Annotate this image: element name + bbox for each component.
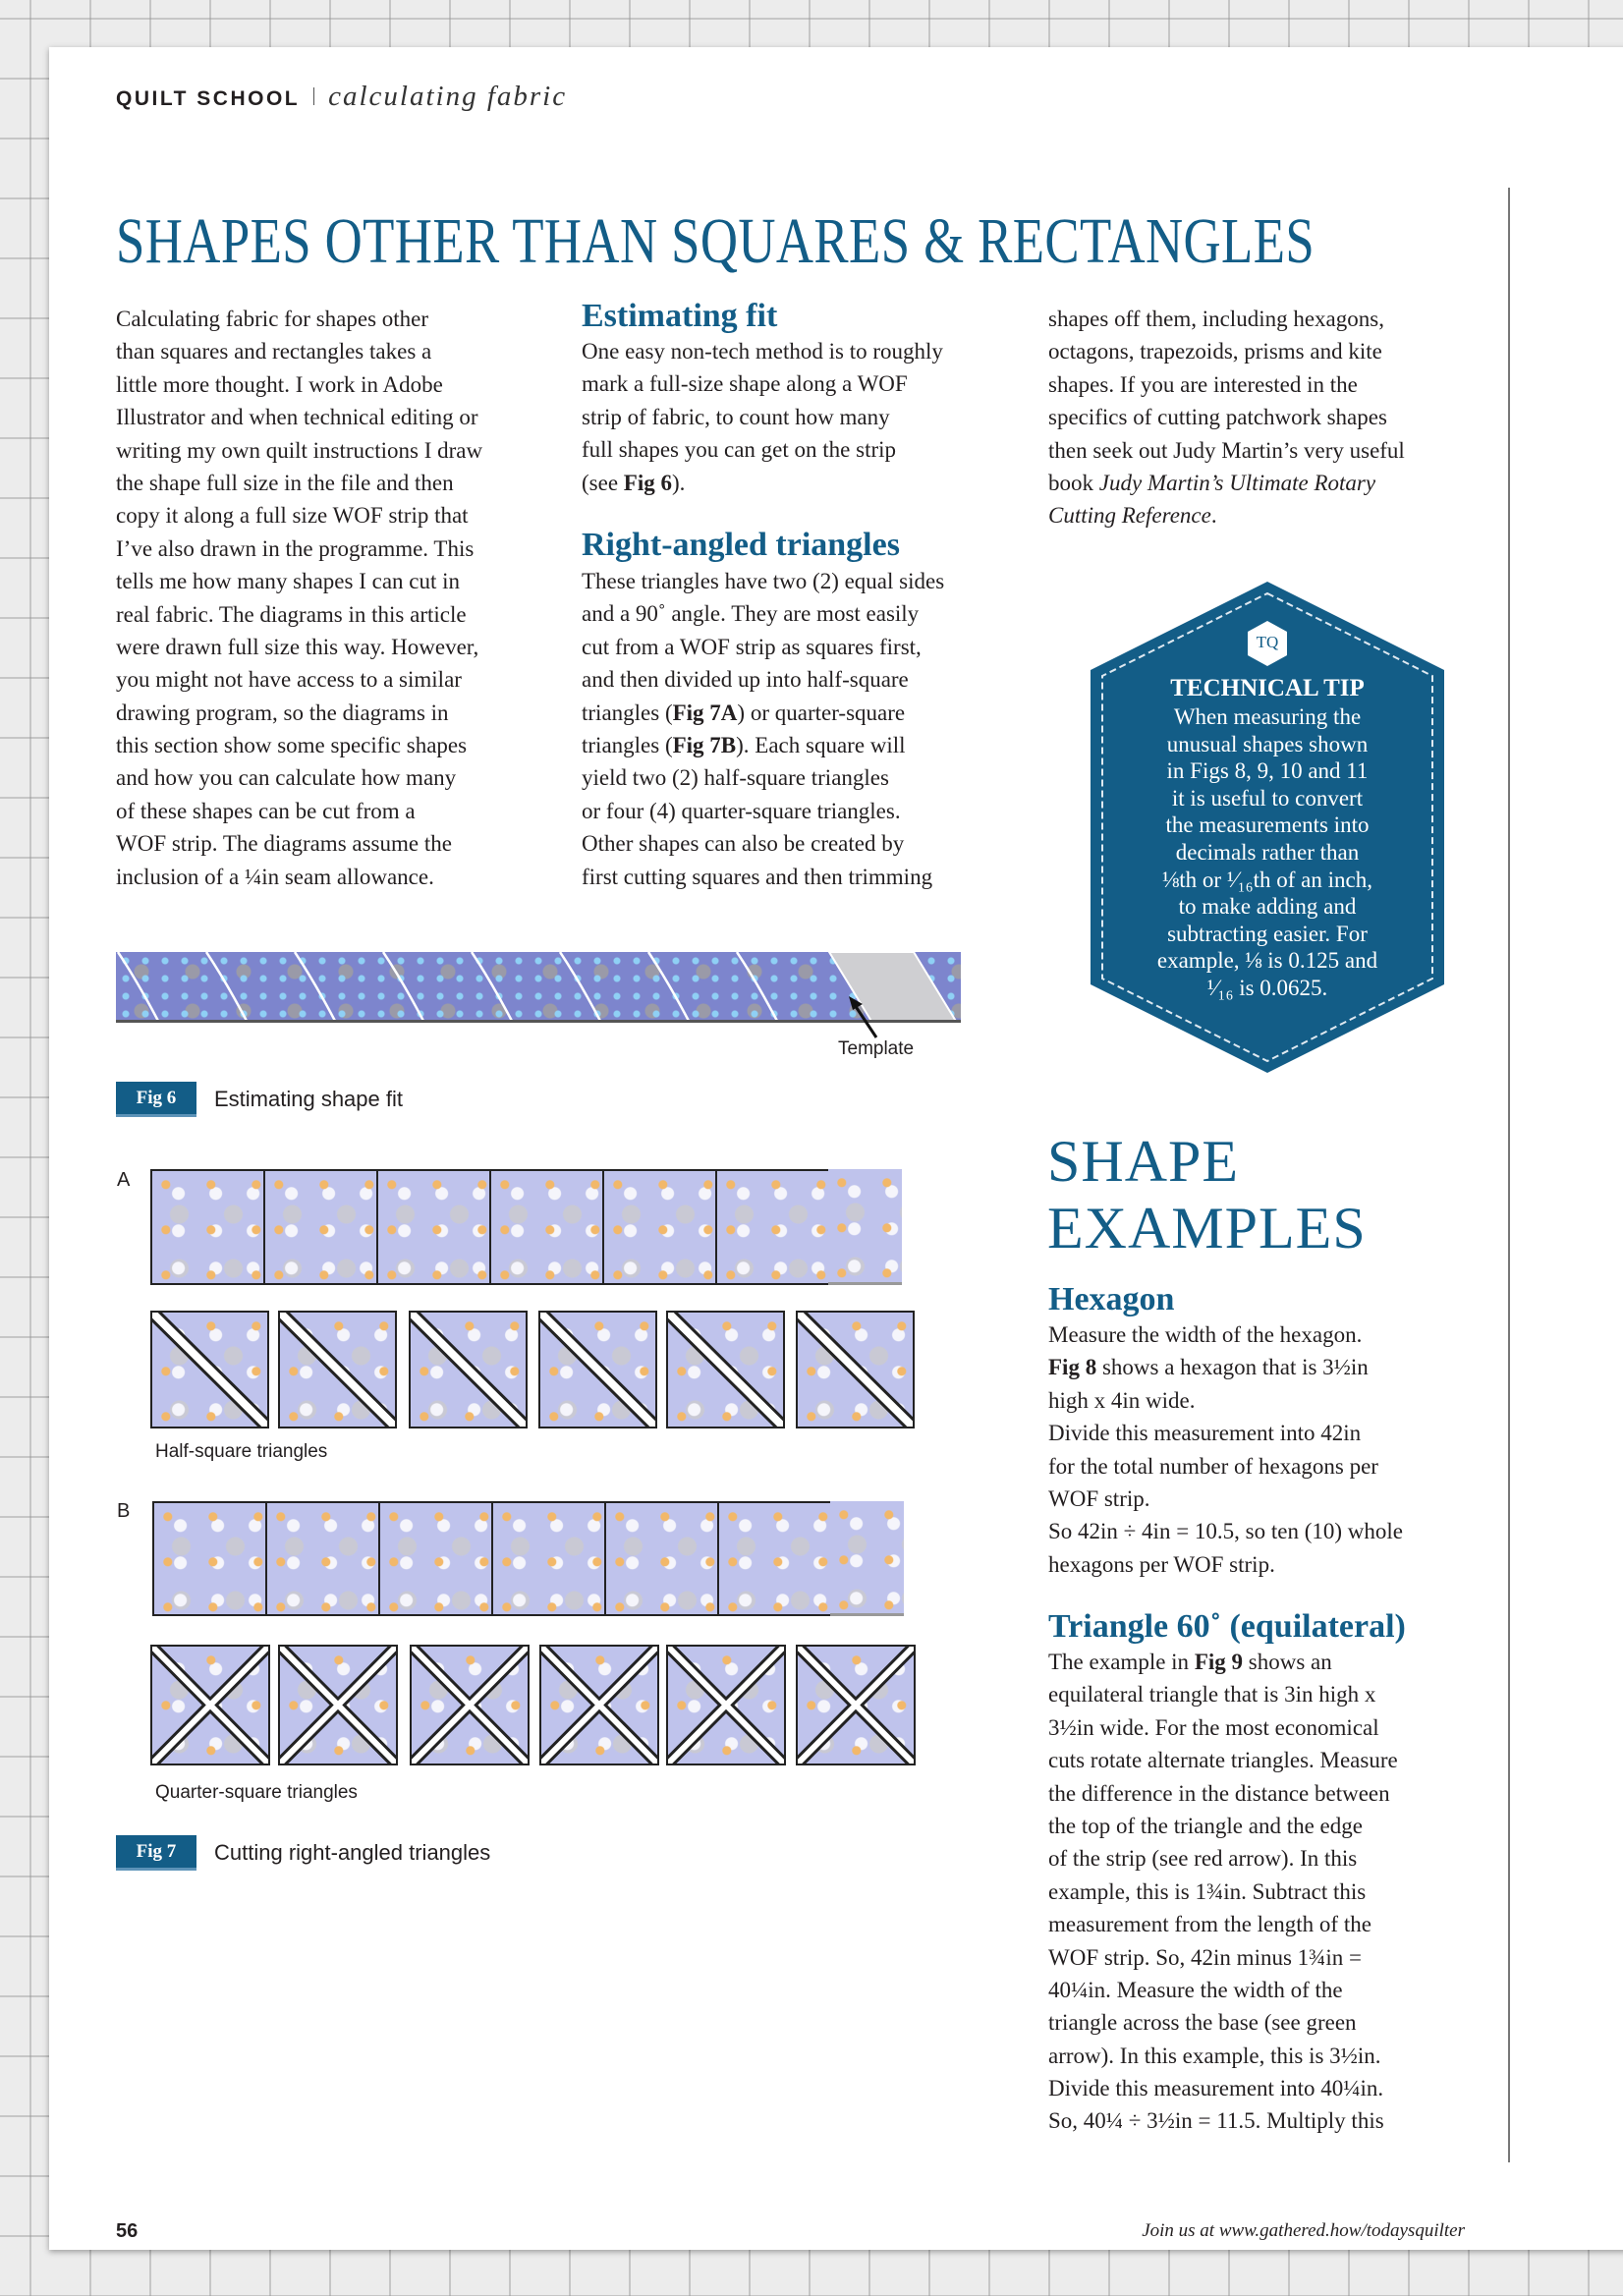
half-square-triangle-pair <box>409 1311 528 1428</box>
text-run: WOF strip. <box>1048 1485 1150 1511</box>
text-line <box>1048 2104 1398 2137</box>
text-run: Measure the width of the hexagon. <box>1048 1322 1363 1347</box>
half-square-triangle-pair <box>796 1311 915 1428</box>
text-line <box>116 631 482 663</box>
fabric-square <box>717 1501 832 1616</box>
text-run: These triangles have two (2) equal sides <box>582 569 945 593</box>
half-square-triangle-pair <box>538 1311 657 1428</box>
text-line <box>582 335 943 367</box>
text-run: cuts rotate alternate triangles. Measure <box>1048 1748 1398 1773</box>
text-line <box>582 827 944 860</box>
fig7-caption-text: Cutting right-angled triangles <box>214 1840 491 1865</box>
text-line <box>116 861 482 893</box>
text-line <box>1048 1646 1398 1678</box>
text-line <box>116 565 482 597</box>
cut-line <box>560 952 601 1023</box>
quarter-square-label: Quarter-square triangles <box>155 1782 358 1803</box>
topic-label: calculating fabric <box>328 81 568 112</box>
text-run: 3½in wide. For the most economical <box>1048 1714 1379 1740</box>
footer-url[interactable]: Join us at www.gathered.how/todaysquilter <box>1142 2220 1465 2241</box>
shape-examples-title-2: EXAMPLES <box>1047 1196 1367 1260</box>
cut-line <box>295 952 336 1023</box>
text-run: first cutting squares and then trimming <box>582 864 933 889</box>
tq-logo-text: TQ <box>1256 633 1279 651</box>
text-run: measurement from the length of the <box>1048 1912 1371 1937</box>
text-line <box>1048 1483 1403 1515</box>
heading-estimating-fit: Estimating fit <box>582 298 778 334</box>
quarter-square-triangle-set <box>278 1645 398 1765</box>
text-line <box>1048 335 1405 367</box>
text-run: Illustrator and when technical editing or <box>116 405 478 430</box>
text-run: the measurements into <box>1165 812 1370 838</box>
text-run: arrow). In this example, this is 3½in. <box>1048 2043 1381 2068</box>
diagonal-cut-icon <box>796 1311 915 1428</box>
half-square-triangle-pair <box>150 1311 269 1428</box>
text-run: decimals rather than <box>1175 839 1360 865</box>
fig7b-square-strip <box>152 1501 904 1616</box>
text-run: writing my own quilt instructions I draw <box>116 437 483 463</box>
text-run: shapes off them, including hexagons, <box>1048 307 1384 331</box>
text-run: I’ve also drawn in the programme. This <box>116 535 475 561</box>
text-line <box>1091 703 1444 731</box>
fig6-caption <box>116 1082 403 1117</box>
text-line <box>1091 812 1444 839</box>
cut-line <box>737 952 778 1023</box>
text-line <box>116 303 482 335</box>
fabric-square <box>489 1169 604 1285</box>
text-line <box>1091 893 1444 921</box>
cross-cut-icon <box>666 1645 786 1765</box>
text-run: of the strip (see red arrow). In this <box>1048 1846 1358 1872</box>
text-line <box>1048 467 1405 499</box>
text-run: tells me how many shapes I can cut in <box>116 569 461 594</box>
text-line <box>1048 1711 1398 1744</box>
text-run: yield two (2) half-square triangles <box>582 765 889 791</box>
text-line <box>116 827 482 860</box>
text-run: When measuring the <box>1173 704 1362 729</box>
text-line <box>1048 1417 1403 1449</box>
text-run: example, ⅛ is 0.125 and <box>1156 948 1378 974</box>
text-line <box>116 532 482 565</box>
text-run: ⅛th or ¹⁄₁₆th of an inch, <box>1162 867 1372 892</box>
text-line <box>1048 1842 1398 1875</box>
text-run: high x 4in wide. <box>1048 1387 1196 1413</box>
quarter-square-triangle-set <box>410 1645 530 1765</box>
text-run: book <box>1048 470 1099 495</box>
quarter-square-triangle-set <box>150 1645 270 1765</box>
text-run: So, 40¼ ÷ 3½in = 11.5. Multiply this <box>1048 2108 1384 2134</box>
quarter-square-triangle-set <box>796 1645 916 1765</box>
text-line <box>1091 731 1444 758</box>
fabric-square <box>491 1501 606 1616</box>
text-line <box>582 697 944 729</box>
fig6-cut-lines <box>116 952 961 1023</box>
text-line <box>1048 434 1405 467</box>
fabric-strip-remainder <box>830 1501 904 1616</box>
right-angled-paragraph <box>582 565 944 893</box>
text-run: than squares and rectangles takes a <box>116 339 432 364</box>
fig6-fabric-strip <box>116 952 961 1023</box>
text-line <box>1048 1777 1398 1810</box>
template-arrow-icon <box>845 992 884 1041</box>
text-line <box>582 663 944 696</box>
text-run: example, this is 1¾in. Subtract this <box>1048 1878 1367 1904</box>
diagonal-cut-icon <box>538 1311 657 1428</box>
text-line <box>582 729 944 761</box>
cut-line <box>648 952 690 1023</box>
text-line <box>1048 1744 1398 1776</box>
text-run: specifics of cutting patchwork shapes <box>1048 405 1387 430</box>
text-line <box>582 367 943 400</box>
fabric-square <box>715 1169 830 1285</box>
text-run: Divide this measurement into 42in <box>1048 1421 1362 1446</box>
text-run: of these shapes can be cut from a <box>116 798 416 823</box>
text-line <box>1048 1678 1398 1710</box>
text-line <box>1048 401 1405 433</box>
text-run: 40¼in. Measure the width of the <box>1048 1977 1343 2002</box>
text-line <box>1048 499 1405 532</box>
text-run: . <box>1210 503 1217 529</box>
text-line <box>1048 2006 1398 2039</box>
text-line <box>1048 1908 1398 1940</box>
text-line <box>116 697 482 729</box>
text-line <box>116 761 482 794</box>
text-line <box>1048 1515 1403 1547</box>
text-line <box>582 565 944 597</box>
text-run: cut from a WOF strip as squares first, <box>582 634 922 659</box>
fabric-square <box>604 1501 719 1616</box>
text-run: ¹⁄₁₆ is 0.0625. <box>1206 975 1328 1000</box>
technical-tip-box <box>1091 582 1444 1073</box>
heading-right-angled-triangles: Right-angled triangles <box>582 527 900 563</box>
fig7b-label: B <box>117 1500 131 1522</box>
fabric-strip-remainder <box>828 1169 902 1285</box>
text-line <box>1091 785 1444 812</box>
text-run: subtracting easier. For <box>1167 921 1368 946</box>
text-line <box>582 433 943 466</box>
text-run: real fabric. The diagrams in this article <box>116 601 467 627</box>
diagonal-cut-icon <box>409 1311 528 1428</box>
cross-cut-icon <box>278 1645 398 1765</box>
text-line <box>582 467 943 499</box>
text-run: then seek out Judy Martin’s very useful <box>1048 437 1405 463</box>
text-line <box>1091 757 1444 785</box>
continued-paragraph <box>1048 303 1405 532</box>
template-label: Template <box>838 1038 915 1059</box>
text-line <box>1048 1941 1398 1974</box>
figure-reference: Fig 7B <box>672 732 737 757</box>
fabric-square <box>378 1501 493 1616</box>
text-run: for the total number of hexagons per <box>1048 1453 1378 1479</box>
text-line <box>1091 947 1444 975</box>
text-run: shapes. If you are interested in the <box>1048 371 1358 397</box>
text-run: you might not have access to a similar <box>116 667 462 693</box>
half-square-triangles-row <box>150 1311 917 1428</box>
text-line <box>582 861 944 893</box>
text-run: octagons, trapezoids, prisms and kite <box>1048 339 1382 364</box>
quarter-square-triangle-set <box>666 1645 786 1765</box>
text-line <box>1048 1974 1398 2006</box>
text-line <box>116 795 482 827</box>
text-run: WOF strip. So, 42in minus 1¾in = <box>1048 1944 1363 1970</box>
cross-cut-icon <box>410 1645 530 1765</box>
text-line <box>1048 1384 1403 1417</box>
text-line <box>1048 2040 1398 2072</box>
cut-line <box>472 952 513 1023</box>
fabric-square <box>265 1501 380 1616</box>
text-run: to make adding and <box>1178 894 1357 920</box>
text-run: ). Each square will <box>736 732 906 757</box>
quarter-square-triangle-set <box>539 1645 659 1765</box>
figure-reference: Fig 6 <box>623 470 672 495</box>
text-run: or four (4) quarter-square triangles. <box>582 798 901 823</box>
text-run: the difference in the distance between <box>1048 1780 1390 1806</box>
fabric-square <box>376 1169 491 1285</box>
half-square-triangle-pair <box>278 1311 397 1428</box>
text-run: One easy non-tech method is to roughly <box>582 339 943 364</box>
section-label: QUILT SCHOOL <box>116 87 301 110</box>
text-run: drawing program, so the diagrams in <box>116 700 449 725</box>
figure-reference: Fig 9 <box>1194 1650 1244 1674</box>
text-line <box>116 467 482 499</box>
text-run: the top of the triangle and the edge <box>1048 1813 1363 1838</box>
text-run: were drawn full size this way. However, <box>116 634 479 659</box>
fabric-square <box>602 1169 717 1285</box>
fig7-caption <box>116 1835 490 1871</box>
intro-paragraph <box>116 303 482 893</box>
text-line <box>116 499 482 532</box>
text-line <box>1091 867 1444 894</box>
triangle60-paragraph <box>1048 1646 1398 2138</box>
cross-cut-icon <box>539 1645 659 1765</box>
fig6-badge: Fig 6 <box>116 1082 196 1117</box>
text-line <box>1048 1351 1403 1383</box>
text-line <box>116 335 482 367</box>
text-line <box>1048 1450 1403 1483</box>
text-line <box>1048 1548 1403 1581</box>
tip-body <box>1091 703 1444 1002</box>
text-run: and how you can calculate how many <box>116 765 457 791</box>
text-run: mark a full-size shape along a WOF <box>582 371 908 397</box>
text-run: triangle across the base (see green <box>1048 2010 1357 2036</box>
cut-line <box>383 952 424 1023</box>
text-line <box>1091 839 1444 867</box>
shape-examples-title-1: SHAPE <box>1047 1129 1240 1194</box>
page-title: SHAPES OTHER THAN SQUARES & RECTANGLES <box>116 205 1315 277</box>
text-run: and then divided up into half-square <box>582 667 909 693</box>
text-line <box>1048 2072 1398 2104</box>
fig7a-square-strip <box>150 1169 902 1285</box>
half-square-triangle-pair <box>666 1311 785 1428</box>
book-title: Judy Martin’s Ultimate Rotary <box>1098 470 1376 495</box>
cut-line <box>206 952 248 1023</box>
text-line <box>1048 368 1405 401</box>
figure-reference: Fig 8 <box>1048 1355 1097 1380</box>
text-line <box>116 729 482 761</box>
running-header <box>116 81 567 113</box>
text-line <box>582 401 943 433</box>
page-number: 56 <box>116 2220 139 2242</box>
hexagon-paragraph <box>1048 1318 1403 1581</box>
text-run: it is useful to convert <box>1171 785 1364 811</box>
text-line <box>116 368 482 401</box>
text-line <box>1091 975 1444 1002</box>
text-line <box>116 598 482 631</box>
text-run: (see <box>582 470 624 495</box>
cross-cut-icon <box>150 1645 270 1765</box>
text-line <box>1048 303 1405 335</box>
text-line <box>116 663 482 696</box>
cut-line <box>118 952 159 1023</box>
text-run: unusual shapes shown <box>1166 731 1369 756</box>
text-run: ) or quarter-square <box>737 700 906 725</box>
text-line <box>582 631 944 663</box>
text-run: shows an <box>1243 1650 1332 1674</box>
text-run: copy it along a full size WOF strip that <box>116 503 469 529</box>
fig7-badge: Fig 7 <box>116 1835 196 1871</box>
text-run: little more thought. I work in Adobe <box>116 371 443 397</box>
quarter-square-triangles-row <box>150 1645 917 1765</box>
text-run: Calculating fabric for shapes other <box>116 307 429 331</box>
estimating-paragraph <box>582 335 943 499</box>
book-title: Cutting Reference <box>1048 503 1211 529</box>
text-run: triangles ( <box>582 732 673 757</box>
fabric-square <box>263 1169 378 1285</box>
header-divider <box>313 87 314 105</box>
text-run: WOF strip. The diagrams assume the <box>116 831 452 857</box>
figure-reference: Fig 7A <box>672 700 738 725</box>
half-square-label: Half-square triangles <box>155 1441 328 1462</box>
tip-title: TECHNICAL TIP <box>1170 675 1365 701</box>
text-run: The example in <box>1048 1650 1195 1674</box>
fig7a-label: A <box>117 1169 131 1191</box>
diagonal-cut-icon <box>150 1311 269 1428</box>
text-run: strip of fabric, to count how many <box>582 404 890 429</box>
text-run: inclusion of a ¼in seam allowance. <box>116 864 434 889</box>
text-run: and a 90˚ angle. They are most easily <box>582 601 920 627</box>
text-line <box>116 401 482 433</box>
fabric-square <box>152 1501 267 1616</box>
text-run: Divide this measurement into 40¼in. <box>1048 2076 1384 2101</box>
fig6-caption-text: Estimating shape fit <box>214 1087 403 1111</box>
text-run: So 42in ÷ 4in = 10.5, so ten (10) whole <box>1048 1519 1403 1544</box>
diagonal-cut-icon <box>278 1311 397 1428</box>
text-run: equilateral triangle that is 3in high x <box>1048 1682 1376 1708</box>
text-line <box>1048 1318 1403 1351</box>
text-line <box>582 597 944 630</box>
text-line <box>1048 1810 1398 1842</box>
text-line <box>582 795 944 827</box>
text-line <box>582 761 944 794</box>
text-line <box>1048 1876 1398 1908</box>
diagonal-cut-icon <box>666 1311 785 1428</box>
text-run: this section show some specific shapes <box>116 733 468 758</box>
text-run: triangles ( <box>582 700 673 725</box>
text-run: Other shapes can also be created by <box>582 831 905 857</box>
column-rule <box>1508 188 1510 2162</box>
text-line <box>1091 921 1444 948</box>
text-run: hexagons per WOF strip. <box>1048 1551 1275 1577</box>
heading-hexagon: Hexagon <box>1048 1281 1175 1317</box>
text-run: shows a hexagon that is 3½in <box>1096 1355 1369 1380</box>
text-run: ). <box>671 470 686 495</box>
fabric-square <box>150 1169 265 1285</box>
text-line <box>116 434 482 467</box>
cross-cut-icon <box>796 1645 916 1765</box>
heading-triangle-60: Triangle 60˚ (equilateral) <box>1048 1608 1406 1645</box>
text-run: the shape full size in the file and then <box>116 470 454 495</box>
text-run: in Figs 8, 9, 10 and 11 <box>1166 758 1369 784</box>
text-run: full shapes you can get on the strip <box>582 437 897 463</box>
